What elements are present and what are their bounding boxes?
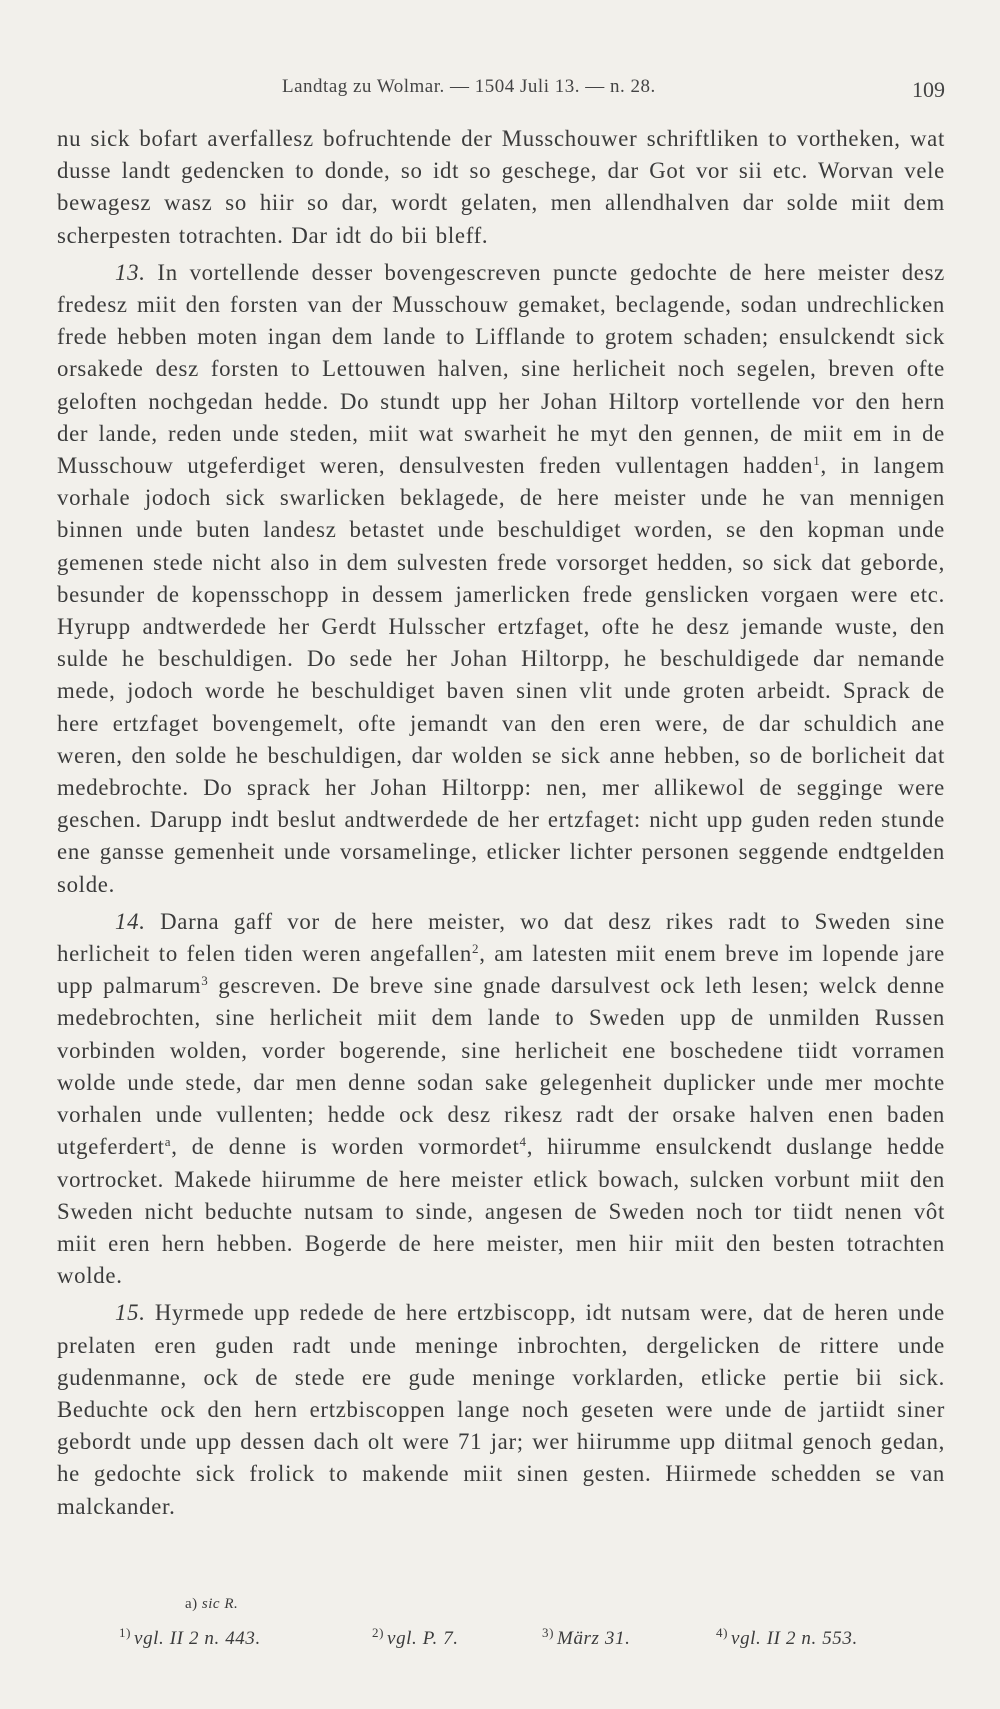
footnote-ref: 4	[519, 1134, 527, 1150]
page	[57, 64, 945, 1523]
paragraph-13	[57, 257, 945, 901]
paragraph-14	[57, 906, 945, 1292]
footnote-mark: 3)	[542, 1625, 555, 1640]
footnote-text: vgl. II 2 n. 443.	[134, 1628, 261, 1649]
footnote-2	[372, 1625, 542, 1650]
notes-area	[57, 1596, 945, 1650]
footnote-mark: 4)	[716, 1625, 729, 1640]
footnote-4	[716, 1625, 858, 1650]
paragraph-text: nu sick bofart averfallesz bofruchtende der Musschouwer schriftliken to vortheken, wat dusse landt gedencken to donde, so idt so geschege, dar Got vor sii etc. Worvan vele bewagesz wasz so hiir so dar, wordt gelaten, men allendhalven dar solde miit dem scherpesten totrachten. Dar idt do bii bleff.	[57, 126, 945, 248]
footnote-ref: 2	[471, 941, 480, 957]
critical-note: sic R.	[201, 1596, 239, 1612]
paragraph-text: In vortellende desser bovengescreven puncte gedochte de here meister desz fredesz miit den forsten van der Musschouw gemaket, beclagende, sodan undrechlicken frede hebben moten ingan dem lande to Lifflande to grotem schaden; ensulckendt sick orsakede desz forsten to Lettouwen halven, sine herlicheit noch segelen, breven ofte geloften nochgedan hedde. Do stundt upp her Johan Hiltorp vortellende vor den hern der lande, reden unde steden, miit wat swarheit he myt den gennen, de miit em in de Musschouw utgeferdiget weren, densulvesten freden vullentagen hadden	[57, 259, 946, 479]
footnote-mark: 1)	[119, 1625, 132, 1640]
critical-apparatus	[185, 1596, 945, 1613]
paragraph-text: , de denne is worden vormordet	[171, 1134, 520, 1160]
paragraph-text: , in langem vorhale jodoch sick swarlicken beklagede, de here meister unde he van mennigen binnen unde buten landesz betastet unde beschuldiget worden, se den kopman unde gemenen stede nicht also in dem sulvesten frede vorsorget hedden, so sick dat geborde, besunder de kopensschopp in dessem jamerlicken frede genslicken vorgaen were etc. Hyrupp andtwerdede her Gerdt Hulsscher ertzfaget, ofte he desz jemande wuste, den sulde he beschuldigen. Do sede her Johan Hiltorpp, he beschuldigede dar nemande mede, jodoch worde he beschuldiget baven sinen vlit unde groten arbeidt. Sprack de here ertzfaget bovengemelt, ofte jemandt van den eren were, de dar schuldich ane weren, den solde he beschuldigen, dar wolden se sick anne hebben, so de borlicheit dat medebrochte. Do sprack her Johan Hiltorpp: nen, mer allikewol de segginge were geschen. Darupp indt beslut andtwerdede de her ertzfaget: nicht upp guden reden stunde ene gansse gemenheit unde vorsamelinge, etlicker lichter personen seggende endtgelden solde.	[57, 453, 945, 897]
footnote-1	[119, 1625, 372, 1650]
footnote-3	[542, 1625, 716, 1650]
paragraph-text: gescreven. De breve sine gnade darsulvest ock leth lesen; welck denne medebrochten, sine herlicheit miit dem lande to Sweden upp de unmilden Russen vorbinden wolden, vorder bogerende, sine herlicheit ene boschedene tiidt vorramen wolde unde stede, dar men denne sodan sake gelegenheit duplicker unde mer mochte vorhalen unde vullenten; hedde ock desz rikesz radt der orsake halven enen baden utgeferdert	[57, 973, 945, 1160]
footnote-mark: 2)	[372, 1625, 385, 1640]
footnote-text: vgl. P. 7.	[387, 1628, 459, 1649]
footnote-ref: 3	[201, 973, 209, 989]
running-header	[57, 64, 945, 104]
page-number: 109	[912, 77, 945, 102]
paragraph-text: Hyrmede upp redede de here ertzbiscopp, idt nutsam were, dat de heren unde prelaten eren guden radt unde meninge inbrochten, dergelicken de rittere unde gudenmanne, ock de stede ere gude meninge vorklarden, etlicke pertie bii sick. Beduchte ock den hern ertzbiscoppen lange noch geseten were unde de jartiidt siner gebordt unde upp dessen dach olt were 71 jar; wer hiirumme upp diitmal genoch gedan, he gedochte sick frolick to makende miit sinen gesten. Hiirmede schedden se van malckander.	[57, 1300, 946, 1519]
paragraph-text: , hiirumme ensulckendt duslange hedde vortrocket. Makede hiirumme de here meister etlick bowach, sulcken vorbunt miit den Sweden nicht beduchte nutsam to sinde, angesen de Sweden noch tor tiidt nenen vôt miit eren hern hebben. Bogerde de here meister, men hiir miit den besten totrachten wolde.	[57, 1134, 945, 1289]
section-number: 14.	[115, 908, 146, 934]
footnote-text: vgl. II 2 n. 553.	[731, 1628, 858, 1649]
footnote-ref: 1	[813, 453, 821, 469]
critical-mark: a)	[185, 1596, 198, 1612]
main-text	[57, 123, 945, 1523]
running-title: Landtag zu Wolmar. — 1504 Juli 13. — n. 28.	[282, 76, 656, 97]
section-number: 13.	[115, 259, 146, 285]
paragraph-15	[57, 1297, 945, 1522]
variant-ref: a	[164, 1134, 172, 1150]
footnote-text: März 31.	[557, 1628, 631, 1649]
paragraph-text: , am latesten miit enem breve im lopende jare upp palmarum	[57, 941, 945, 999]
footnotes	[57, 1625, 945, 1650]
paragraph-continuation	[57, 123, 945, 252]
section-number: 15.	[115, 1300, 146, 1326]
paragraph-text: Darna gaff vor de here meister, wo dat desz rikes radt to Sweden sine herlicheit to felen tiden weren angefallen	[57, 908, 945, 967]
